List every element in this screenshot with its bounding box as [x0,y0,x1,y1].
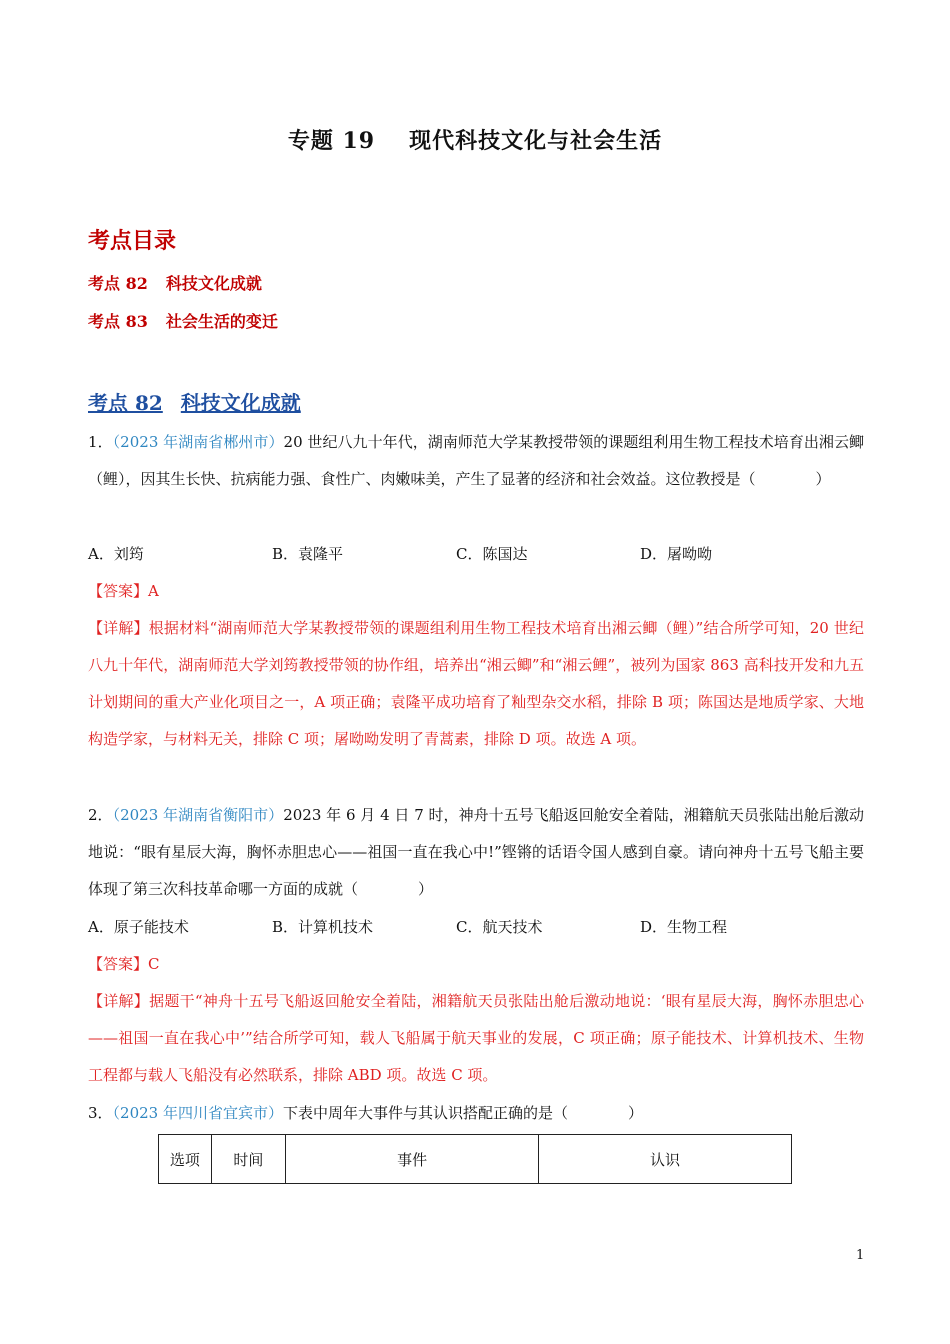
question-2-options [88,909,864,946]
question-1-options [88,536,864,573]
table-header-cell: 事件 [286,1135,539,1184]
topic-name: 现代科技文化与社会生活 [409,128,663,154]
option-d: D．屠呦呦 [640,545,713,563]
toc-item-code: 考点 83 [88,312,148,331]
toc-heading: 考点目录 [88,228,177,254]
question-number: 1． [88,433,113,451]
explain-text: 据题干“神舟十五号飞船返回舱安全着陆，湘籍航天员张陆出舱后激动地说：‘眼有星辰大海，胸怀赤胆忠心——祖国一直在我心中’”结合所学可知，载人飞船属于航天事业的发展，C 项正确；原子能技术、计算机技术、生物工程都与载人飞船没有必然联系，排除 ABD 项。故选 C 项。 [88,992,864,1084]
question-text: 下表中周年大事件与其认识搭配正确的是（ ） [283,1104,644,1122]
section-label: 科技文化成就 [180,391,301,415]
question-text: 20 世纪八九十年代，湖南师范大学某教授带领的课题组利用生物工程技术培育出湘云鲫（鲤），因其生长快、抗病能力强、食性广、肉嫩味美，产生了显著的经济和社会效益。这位教授是（ ） [88,433,865,488]
topic-number: 专题 19 [287,128,376,154]
question-2-stem [88,797,864,908]
question-source: （2023 年四川省宜宾市） [112,1104,283,1122]
explain-tag: 【详解】 [88,992,150,1010]
table-header-cell: 认识 [539,1135,792,1184]
option-a: A．原子能技术 [88,918,189,936]
toc-item-code: 考点 82 [88,274,148,293]
table-header-row [159,1135,792,1184]
table-header-cell: 选项 [159,1135,212,1184]
option-c: C．航天技术 [456,918,543,936]
section-code: 考点 82 [88,391,163,415]
option-b: B．计算机技术 [272,918,374,936]
option-c: C．陈国达 [456,545,528,563]
option-d: D．生物工程 [640,918,728,936]
question-1-stem [88,424,864,498]
question-number: 3． [88,1104,113,1122]
question-1-answer: 【答案】A [88,582,159,600]
table-header-cell: 时间 [211,1135,285,1184]
question-1-explanation [88,610,864,758]
explain-text: 根据材料“湖南师范大学某教授带领的课题组利用生物工程技术培育出湘云鲫（鲤）”结合所学可知，20 世纪八九十年代，湖南师范大学刘筠教授带领的协作组，培养出“湘云鲫”和“湘云鲤”，被列为国家 863 高科技开发和九五计划期间的重大产业化项目之一，A 项正确；袁隆平成功培育了籼型杂交水稻，排除 B 项；陈国达是地质学家、大地构造学家，与材料无关，排除 C 项；屠呦呦发明了青蒿素，排除 D 项。故选 A 项。 [88,619,864,748]
toc-item-82[interactable] [88,271,262,294]
question-source: （2023 年湖南省衡阳市） [112,806,284,824]
option-b: B．袁隆平 [272,545,344,563]
section-heading [88,387,301,416]
question-3-stem [88,1095,864,1132]
question-2-answer: 【答案】C [88,955,160,973]
toc-item-83[interactable] [88,309,278,332]
page-title [0,124,950,155]
toc-item-label: 科技文化成就 [165,274,262,293]
option-a: A．刘筠 [88,545,144,563]
question-2-explanation [88,983,864,1094]
question-3-table [158,1134,792,1184]
question-text: 2023 年 6 月 4 日 7 时，神舟十五号飞船返回舱安全着陆，湘籍航天员张陆出舱后激动地说：“眼有星辰大海，胸怀赤胆忠心——祖国一直在我心中!”铿锵的话语令国人感到自豪。请向神舟十五号飞船主要体现了第三次科技革命哪一方面的成就（ ） [88,806,864,898]
question-number: 2． [88,806,113,824]
explain-tag: 【详解】 [88,619,149,637]
page-number: 1 [856,1248,865,1263]
toc-item-label: 社会生活的变迁 [165,312,278,331]
question-source: （2023 年湖南省郴州市） [112,433,284,451]
